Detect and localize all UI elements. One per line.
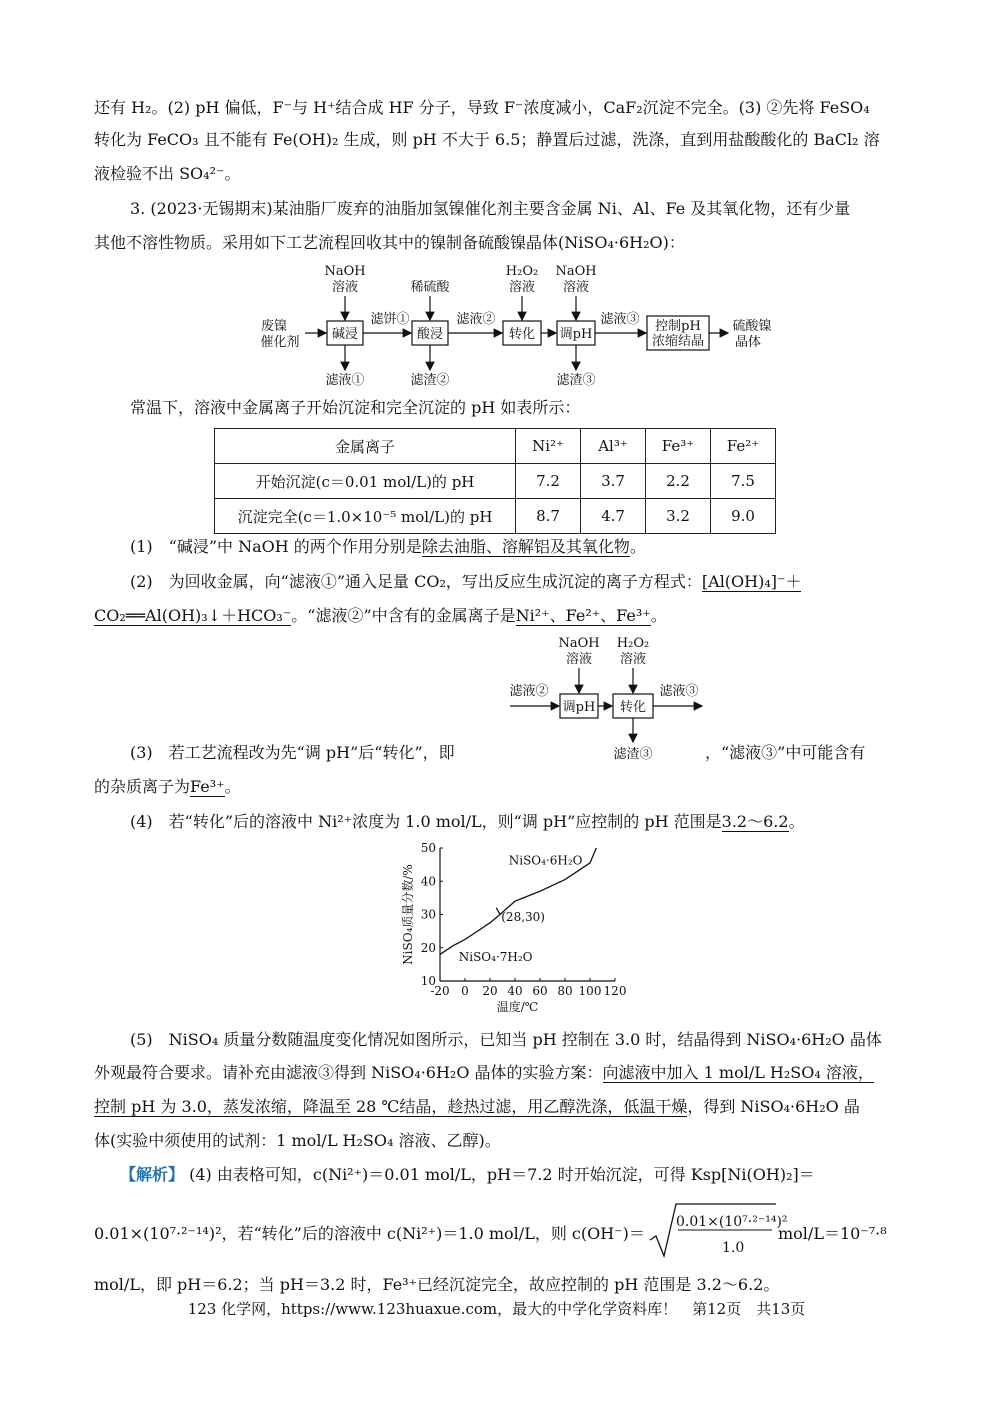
question-2 bbox=[130, 572, 801, 592]
punct: 。 bbox=[629, 537, 646, 556]
process-box: 控制pH bbox=[655, 319, 701, 334]
reagent-label: 溶液 bbox=[565, 652, 593, 667]
reagent-label: 溶液 bbox=[508, 280, 536, 295]
punct: 。 bbox=[650, 606, 667, 625]
stream-label: 滤液② bbox=[509, 684, 549, 699]
question-1 bbox=[130, 537, 646, 557]
question-3-stem: 其他不溶性物质。采用如下工艺流程回收其中的镍制备硫酸镍晶体(NiSO₄·6H₂O)： bbox=[94, 233, 685, 252]
reagent-label: NaOH bbox=[555, 264, 597, 279]
analysis-line: 0.01×(10⁷·²⁻¹⁴)²，若“转化”后的溶液中 c(Ni²⁺)＝1.0 mol/L，则 c(OH⁻)＝ bbox=[94, 1224, 645, 1243]
table-cell: 9.0 bbox=[711, 499, 776, 534]
reagent-label: 溶液 bbox=[562, 280, 590, 295]
point-annotation: (28,30) bbox=[501, 910, 545, 925]
table-cell: 开始沉淀(c＝0.01 mol/L)的 pH bbox=[215, 464, 516, 499]
question-text: ，得到 NiSO₄·6H₂O 晶 bbox=[687, 1097, 860, 1116]
table-cell: 7.2 bbox=[516, 464, 581, 499]
ph-table bbox=[214, 428, 776, 534]
answer: 3.2～6.2 bbox=[721, 812, 789, 831]
analysis-tag: 【解析】 bbox=[120, 1165, 185, 1184]
analysis-line: mol/L，即 pH＝6.2；当 pH＝3.2 时，Fe³⁺已经沉淀完全，故应控制的 pH 范围是 3.2～6.2。 bbox=[94, 1275, 780, 1294]
table-cell: 沉淀完全(c＝1.0×10⁻⁵ mol/L)的 pH bbox=[215, 499, 516, 534]
reagent-label: H₂O₂ bbox=[616, 636, 650, 651]
table-cell: 3.7 bbox=[581, 464, 646, 499]
waste-label: 滤渣③ bbox=[613, 747, 653, 762]
process-box: 转化 bbox=[619, 700, 647, 715]
answer: CO₂══Al(OH)₃↓＋HCO₃⁻ bbox=[94, 606, 292, 625]
question-3-part3: (3) 若工艺流程改为先“调 pH”后“转化”，即 bbox=[130, 743, 455, 762]
stream-label: 滤饼① bbox=[370, 312, 410, 327]
table-header-cell: Ni²⁺ bbox=[516, 429, 581, 464]
text-line: 常温下，溶液中金属离子开始沉淀和完全沉淀的 pH 如表所示： bbox=[130, 398, 581, 417]
fraction-denominator: 1.0 bbox=[722, 1240, 745, 1256]
series-label: NiSO₄·7H₂O bbox=[458, 950, 533, 965]
series-label: NiSO₄·6H₂O bbox=[508, 853, 583, 868]
alternate-flow-diagram bbox=[505, 632, 715, 762]
x-tick-label: 60 bbox=[532, 984, 548, 998]
table-cell: 2.2 bbox=[646, 464, 711, 499]
analysis-text: (4) 由表格可知，c(Ni²⁺)＝0.01 mol/L，pH＝7.2 时开始沉淀，可得 Ksp[Ni(OH)₂]＝ bbox=[189, 1165, 815, 1184]
text-line: 转化为 FeCO₃ 且不能有 Fe(OH)₂ 生成，则 pH 不大于 6.5；静置后过滤，洗涤，直到用盐酸酸化的 BaCl₂ 溶 bbox=[94, 130, 880, 149]
y-tick-label: 50 bbox=[420, 841, 436, 855]
question-5-cont bbox=[94, 1097, 860, 1117]
punct: 。 bbox=[224, 777, 241, 796]
table-cell: 8.7 bbox=[516, 499, 581, 534]
waste-label: 滤液① bbox=[325, 373, 365, 388]
table-header-cell: 金属离子 bbox=[215, 429, 516, 464]
text-line: 液检验不出 SO₄²⁻。 bbox=[94, 164, 241, 183]
x-tick-label: 40 bbox=[507, 984, 523, 998]
x-tick-label: 120 bbox=[603, 984, 627, 998]
reagent-label: H₂O₂ bbox=[505, 264, 539, 279]
reagent-label: 溶液 bbox=[619, 652, 647, 667]
input-label: 催化剂 bbox=[260, 335, 300, 350]
table-header-row bbox=[215, 429, 776, 464]
analysis-text: mol/L＝10⁻⁷·⁸ bbox=[778, 1224, 887, 1243]
question-text: 。“滤液②”中含有的金属离子是 bbox=[291, 606, 516, 625]
process-box: 调pH bbox=[559, 327, 593, 342]
input-label: 废镍 bbox=[260, 319, 288, 334]
reagent-label: NaOH bbox=[558, 636, 600, 651]
output-label: 硫酸镍 bbox=[732, 319, 772, 334]
answer: [Al(OH)₄]⁻＋ bbox=[701, 572, 802, 591]
x-tick-label: 0 bbox=[461, 984, 469, 998]
series-line-heptahydrate bbox=[440, 915, 500, 955]
question-text: (1) “碱浸”中 NaOH 的两个作用分别是 bbox=[130, 537, 422, 556]
table-header-cell: Al³⁺ bbox=[581, 429, 646, 464]
question-text: 的杂质离子为 bbox=[94, 777, 191, 796]
question-3-stem: 3. (2023·无锡期末)某油脂厂废弃的油脂加氢镍催化剂主要含金属 Ni、Al、Fe 及其氧化物，还有少量 bbox=[130, 199, 851, 218]
table-row bbox=[215, 464, 776, 499]
question-2-cont bbox=[94, 606, 667, 626]
question-3-part3-cont bbox=[94, 777, 241, 797]
question-5: (5) NiSO₄ 质量分数随温度变化情况如图所示，已知当 pH 控制在 3.0 时，结晶得到 NiSO₄·6H₂O 晶体 bbox=[130, 1030, 882, 1049]
answer: 向滤液中加入 1 mol/L H₂SO₄ 溶液， bbox=[602, 1063, 874, 1082]
answer: 控制 pH 为 3.0，蒸发浓缩，降温至 28 ℃结晶，趁热过滤，用乙醇洗涤，低温干燥 bbox=[94, 1097, 688, 1116]
table-header-cell: Fe³⁺ bbox=[646, 429, 711, 464]
process-box: 酸浸 bbox=[416, 327, 444, 342]
question-4 bbox=[130, 812, 805, 832]
table-header-cell: Fe²⁺ bbox=[711, 429, 776, 464]
question-text: (2) 为回收金属，向“滤液①”通入足量 CO₂，写出反应生成沉淀的离子方程式： bbox=[130, 572, 702, 591]
process-box: 转化 bbox=[508, 327, 536, 342]
table-row bbox=[215, 499, 776, 534]
question-text: 外观最符合要求。请补充由滤液③得到 NiSO₄·6H₂O 晶体的实验方案： bbox=[94, 1063, 603, 1082]
process-flow-diagram bbox=[250, 258, 780, 393]
process-box: 浓缩结晶 bbox=[651, 334, 705, 349]
reagent-label: NaOH bbox=[324, 264, 366, 279]
process-box: 碱浸 bbox=[331, 327, 359, 342]
stream-label: 滤液② bbox=[456, 312, 496, 327]
stream-label: 滤液③ bbox=[600, 312, 640, 327]
answer: 除去油脂、溶解铝及其氧化物 bbox=[421, 537, 630, 556]
question-text: (4) 若“转化”后的溶液中 Ni²⁺浓度为 1.0 mol/L，则“调 pH”应控制的 pH 范围是 bbox=[130, 812, 722, 831]
fraction-numerator: 0.01×(10⁷·²⁻¹⁴)² bbox=[676, 1214, 788, 1230]
x-axis-label: 温度/℃ bbox=[496, 1000, 539, 1014]
x-tick-label: 80 bbox=[557, 984, 573, 998]
reagent-label: 溶液 bbox=[331, 280, 359, 295]
output-label: 晶体 bbox=[734, 335, 762, 350]
stream-label: 滤液③ bbox=[659, 684, 699, 699]
waste-label: 滤渣② bbox=[410, 373, 450, 388]
question-text: ，“滤液③”中可能含有 bbox=[705, 743, 866, 762]
page-footer: 123 化学网，https://www.123huaxue.com，最大的中学化学资料库！ 第12页 共13页 bbox=[187, 1300, 806, 1318]
reagent-label: 稀硫酸 bbox=[410, 280, 450, 295]
table-cell: 4.7 bbox=[581, 499, 646, 534]
solubility-chart bbox=[390, 838, 630, 1018]
process-box: 调pH bbox=[562, 700, 596, 715]
answer: Fe³⁺ bbox=[190, 777, 225, 796]
waste-label: 滤渣③ bbox=[556, 373, 596, 388]
x-tick-label: 20 bbox=[482, 984, 498, 998]
question-5-cont: 体(实验中须使用的试剂：1 mol/L H₂SO₄ 溶液、乙醇)。 bbox=[94, 1131, 501, 1150]
table-cell: 7.5 bbox=[711, 464, 776, 499]
y-tick-label: 30 bbox=[420, 907, 436, 922]
y-tick-label: 40 bbox=[420, 874, 436, 889]
x-tick-label: -20 bbox=[430, 984, 450, 998]
table-cell: 3.2 bbox=[646, 499, 711, 534]
y-tick-label: 10 bbox=[420, 974, 436, 988]
punct: 。 bbox=[788, 812, 805, 831]
answer: Ni²⁺、Fe²⁺、Fe³⁺ bbox=[515, 606, 651, 625]
y-tick-label: 20 bbox=[420, 940, 436, 955]
question-5-cont bbox=[94, 1063, 874, 1083]
analysis-line bbox=[120, 1165, 815, 1185]
x-tick-label: 100 bbox=[578, 984, 602, 998]
text-line: 还有 H₂。(2) pH 偏低，F⁻与 H⁺结合成 HF 分子，导致 F⁻浓度减小，CaF₂沉淀不完全。(3) ②先将 FeSO₄ bbox=[94, 98, 870, 117]
y-axis-label: NiSO₄质量分数/% bbox=[401, 864, 415, 965]
